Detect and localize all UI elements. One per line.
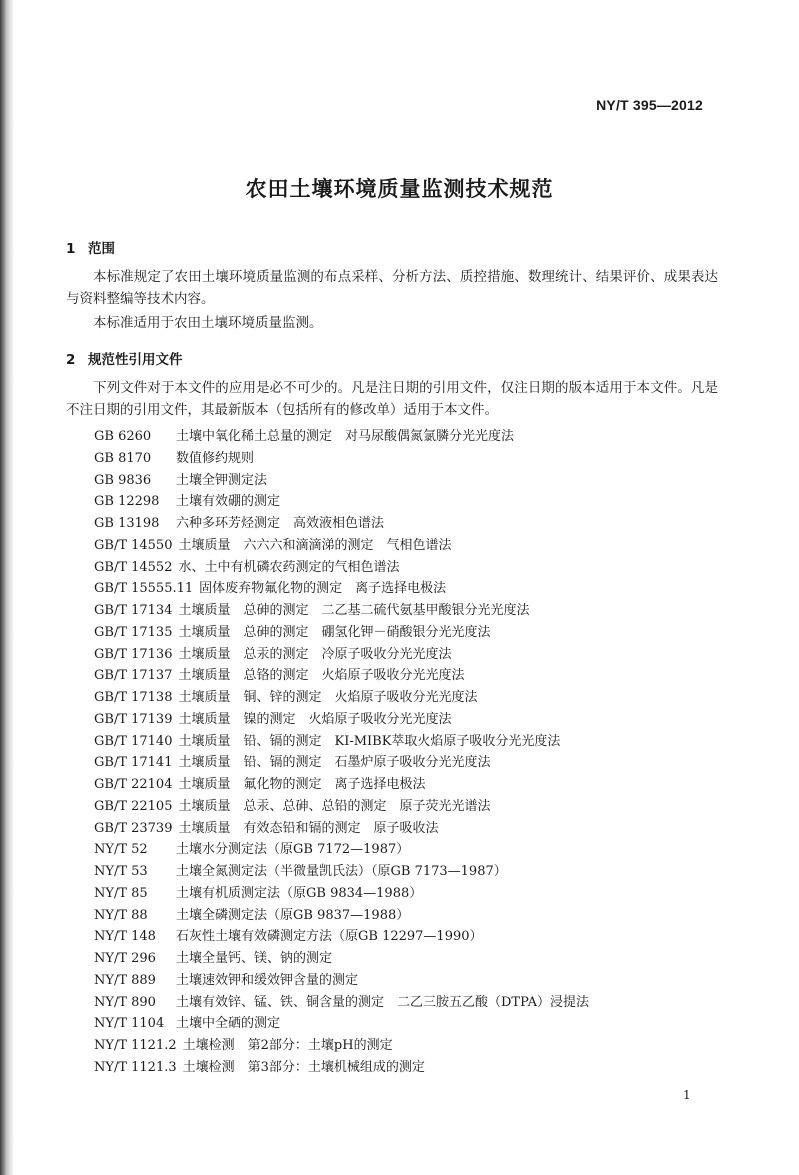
reference-item xyxy=(94,1057,589,1079)
reference-item xyxy=(94,578,589,600)
document-title: 农田土壤环境质量监测技术规范 xyxy=(245,177,554,201)
reference-code: GB/T 17141 xyxy=(94,755,173,771)
reference-code: NY/T 296 xyxy=(94,951,156,966)
reference-item xyxy=(94,448,589,470)
reference-title: 土壤质量 镍的测定 火焰原子吸收分光光度法 xyxy=(178,711,452,727)
reference-item xyxy=(94,687,589,709)
page-number: 1 xyxy=(683,1088,691,1102)
reference-code: GB/T 22104 xyxy=(94,777,173,792)
reference-title: 土壤有效锌、锰、铁、铜含量的测定 二乙三胺五乙酸（DTPA）浸提法 xyxy=(176,994,590,1010)
reference-title: 土壤质量 氟化物的测定 离子选择电极法 xyxy=(178,777,426,792)
reference-code: GB/T 17138 xyxy=(94,690,173,705)
reference-title: 土壤有效硼的测定 xyxy=(176,494,281,510)
reference-code: NY/T 1104 xyxy=(94,1016,165,1032)
reference-code: GB 12298 xyxy=(94,494,160,510)
reference-code: GB/T 22105 xyxy=(94,798,173,814)
reference-item xyxy=(94,491,589,513)
reference-code: NY/T 53 xyxy=(94,864,148,879)
reference-item xyxy=(94,557,589,579)
reference-item xyxy=(94,752,589,774)
section-title: 规范性引用文件 xyxy=(88,352,183,368)
reference-code: GB/T 17139 xyxy=(94,711,173,727)
section-number: 2 xyxy=(66,352,76,368)
reference-title: 土壤中全硒的测定 xyxy=(176,1016,281,1032)
reference-code: NY/T 85 xyxy=(94,885,148,901)
reference-title: 土壤水分测定法（原GB 7172—1987） xyxy=(176,842,410,858)
reference-title: 水、土中有机磷农药测定的气相色谱法 xyxy=(178,559,400,575)
reference-title: 土壤质量 总汞的测定 冷原子吸收分光光度法 xyxy=(178,646,452,662)
reference-title: 土壤质量 铅、镉的测定 石墨炉原子吸收分光光度法 xyxy=(178,755,491,771)
reference-code: GB 9836 xyxy=(94,472,152,488)
reference-title: 固体废弃物氟化物的测定 离子选择电极法 xyxy=(199,581,447,597)
reference-item xyxy=(94,1013,589,1035)
reference-item xyxy=(94,600,589,622)
reference-code: NY/T 88 xyxy=(94,907,148,923)
reference-item xyxy=(94,470,589,492)
reference-title: 土壤质量 总汞、总砷、总铅的测定 原子荧光光谱法 xyxy=(178,798,491,814)
reference-code: NY/T 52 xyxy=(94,842,148,858)
section-title: 范围 xyxy=(88,241,115,257)
reference-item xyxy=(94,622,589,644)
reference-title: 土壤质量 有效态铅和镉的测定 原子吸收法 xyxy=(178,820,439,836)
section-heading-scope xyxy=(66,237,115,257)
references-intro-paragraph: 下列文件对于本文件的应用是必不可少的。凡是注日期的引用文件，仅注日期的版本适用于本文件。凡是不注日期的引用文件，其最新版本（包括所有的修改单）适用于本文件。 xyxy=(66,380,718,418)
reference-title: 土壤全量钙、镁、钠的测定 xyxy=(176,951,333,966)
reference-title: 土壤中氧化稀土总量的测定 对马尿酸偶氮氯膦分光光度法 xyxy=(176,429,515,444)
reference-title: 土壤全钾测定法 xyxy=(176,472,268,488)
reference-title: 土壤有机质测定法（原GB 9834—1988） xyxy=(176,885,423,901)
reference-list xyxy=(94,426,589,1079)
scope-applicability-paragraph: 本标准适用于农田土壤环境质量监测。 xyxy=(93,315,323,331)
reference-item xyxy=(94,774,589,796)
section-number: 1 xyxy=(66,241,76,257)
reference-title: 土壤质量 铅、镉的测定 KI-MIBK萃取火焰原子吸收分光光度法 xyxy=(178,733,561,749)
reference-code: NY/T 889 xyxy=(94,972,156,988)
reference-title: 土壤检测 第3部分：土壤机械组成的测定 xyxy=(182,1059,425,1075)
reference-item xyxy=(94,665,589,687)
reference-item xyxy=(94,513,589,535)
reference-item xyxy=(94,905,589,927)
document-code: NY/T 395—2012 xyxy=(596,97,703,113)
reference-item xyxy=(94,535,589,557)
reference-code: GB/T 17140 xyxy=(94,733,173,749)
reference-title: 土壤全氮测定法（半微量凯氏法）（原GB 7173—1987） xyxy=(176,864,507,879)
reference-item xyxy=(94,970,589,992)
reference-title: 土壤全磷测定法（原GB 9837—1988） xyxy=(176,907,410,923)
reference-title: 土壤质量 六六六和滴滴涕的测定 气相色谱法 xyxy=(178,537,452,553)
reference-item xyxy=(94,731,589,753)
reference-item xyxy=(94,861,589,883)
reference-code: GB/T 14552 xyxy=(94,559,173,575)
reference-title: 土壤检测 第2部分：土壤pH的测定 xyxy=(182,1038,393,1053)
reference-title: 石灰性土壤有效磷测定方法（原GB 12297—1990） xyxy=(176,929,483,945)
reference-item xyxy=(94,426,589,448)
reference-title: 土壤质量 总砷的测定 硼氢化钾－硝酸银分光光度法 xyxy=(178,624,491,640)
reference-item xyxy=(94,796,589,818)
reference-code: NY/T 148 xyxy=(94,929,156,945)
reference-item xyxy=(94,839,589,861)
reference-item xyxy=(94,1035,589,1057)
reference-code: NY/T 890 xyxy=(94,994,156,1010)
reference-title: 土壤质量 总铬的测定 火焰原子吸收分光光度法 xyxy=(178,668,465,684)
reference-code: NY/T 1121.2 xyxy=(94,1038,177,1053)
reference-code: GB/T 17137 xyxy=(94,668,173,684)
scope-paragraph: 本标准规定了农田土壤环境质量监测的布点采样、分析方法、质控措施、数理统计、结果评价、成果表达与资料整编等技术内容。 xyxy=(66,269,718,307)
reference-code: GB/T 17134 xyxy=(94,603,173,618)
reference-item xyxy=(94,926,589,948)
reference-item xyxy=(94,883,589,905)
reference-code: GB/T 14550 xyxy=(94,537,173,553)
reference-item xyxy=(94,709,589,731)
reference-item xyxy=(94,992,589,1014)
reference-title: 土壤速效钾和缓效钾含量的测定 xyxy=(176,972,359,988)
reference-code: GB/T 17135 xyxy=(94,624,173,640)
reference-title: 土壤质量 总砷的测定 二乙基二硫代氨基甲酸银分光光度法 xyxy=(178,603,530,618)
section-heading-normative-references xyxy=(66,348,183,368)
reference-title: 土壤质量 铜、锌的测定 火焰原子吸收分光光度法 xyxy=(178,690,478,705)
reference-item xyxy=(94,948,589,970)
reference-code: GB 8170 xyxy=(94,450,152,466)
reference-item xyxy=(94,818,589,840)
reference-code: GB 6260 xyxy=(94,429,152,444)
reference-title: 六种多环芳烃测定 高效液相色谱法 xyxy=(176,516,385,531)
reference-title: 数值修约规则 xyxy=(176,450,255,466)
reference-code: GB/T 15555.11 xyxy=(94,581,194,597)
reference-code: GB/T 23739 xyxy=(94,820,173,836)
reference-code: NY/T 1121.3 xyxy=(94,1059,177,1075)
reference-code: GB/T 17136 xyxy=(94,646,173,662)
reference-item xyxy=(94,644,589,666)
reference-code: GB 13198 xyxy=(94,516,160,531)
